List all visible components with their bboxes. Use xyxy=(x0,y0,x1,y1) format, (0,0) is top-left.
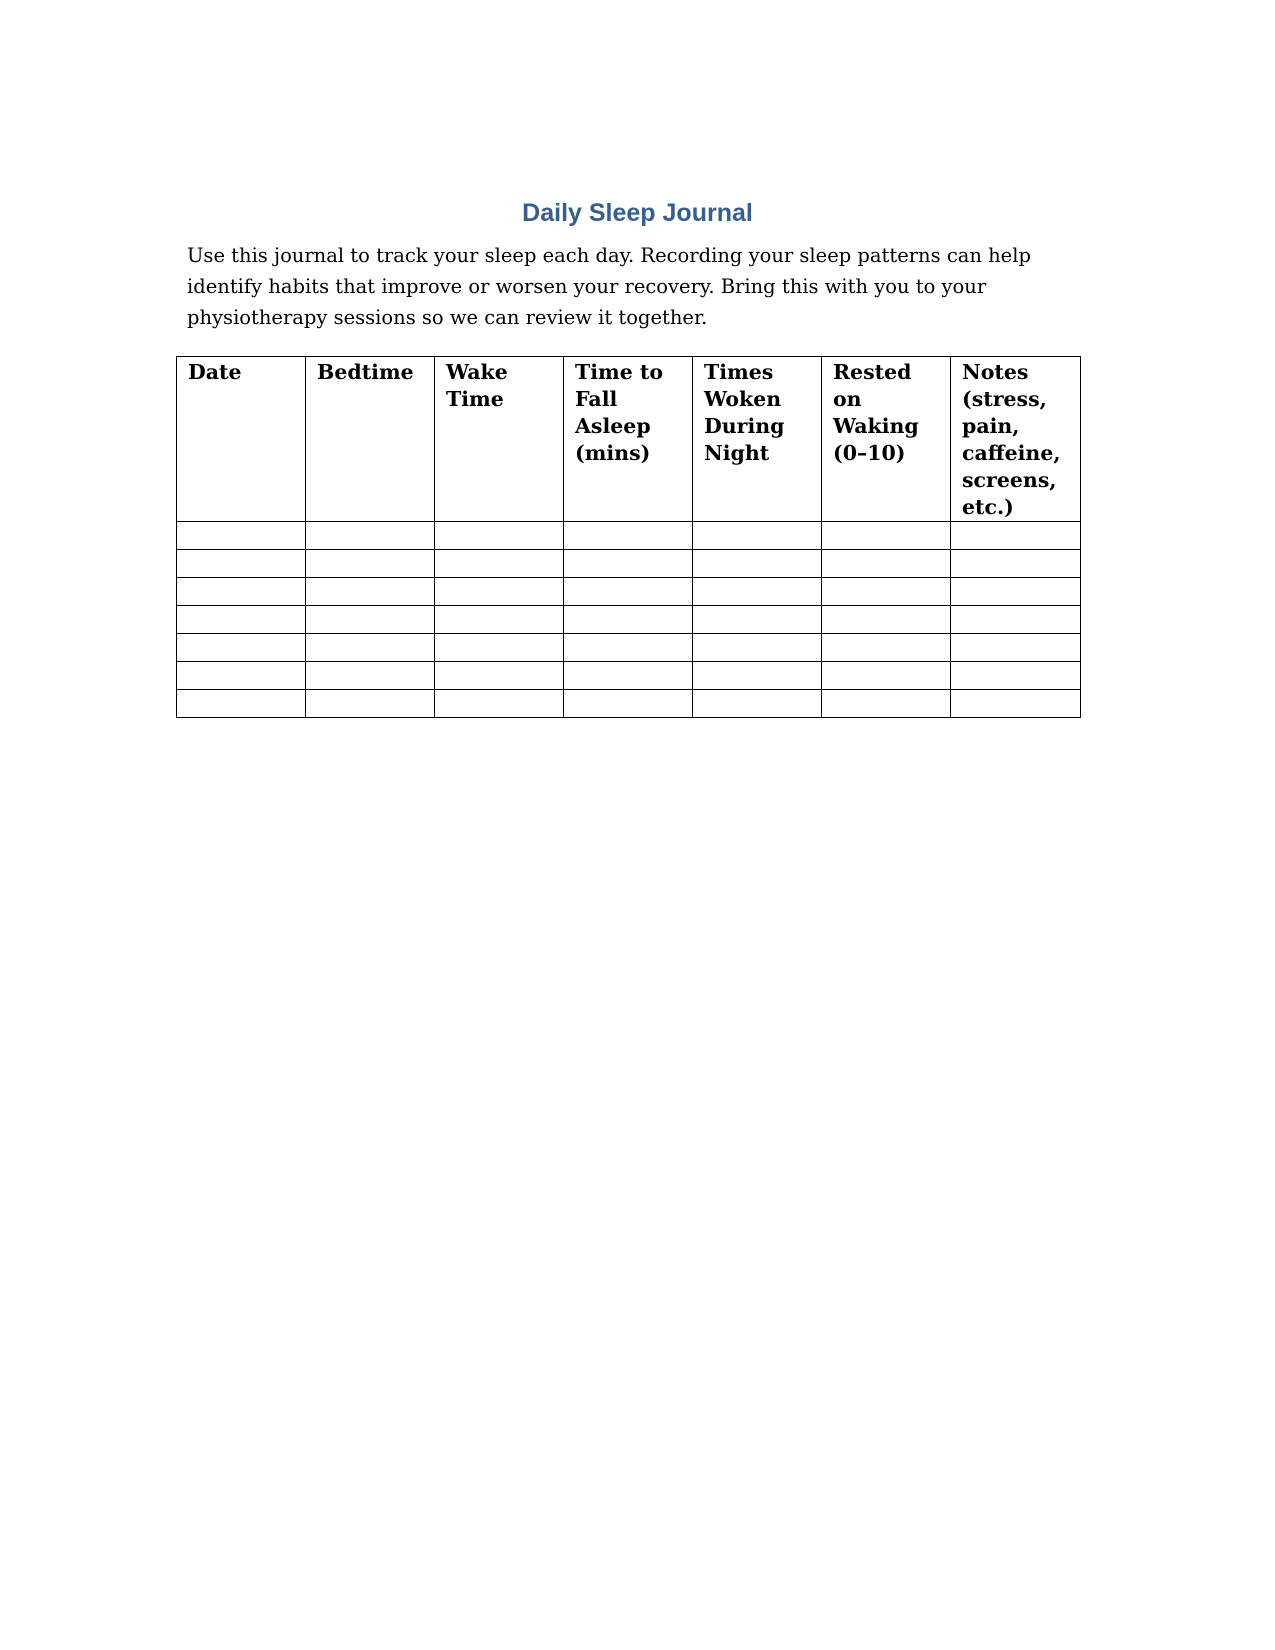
table-cell[interactable] xyxy=(951,578,1081,606)
table-cell[interactable] xyxy=(306,522,435,550)
table-cell[interactable] xyxy=(693,522,822,550)
page-title: Daily Sleep Journal xyxy=(522,199,753,227)
table-cell[interactable] xyxy=(951,522,1081,550)
table-cell[interactable] xyxy=(693,606,822,634)
table-cell[interactable] xyxy=(435,522,564,550)
table-cell[interactable] xyxy=(306,606,435,634)
header-rested-on-waking: Rested on Waking (0–10) xyxy=(822,357,951,522)
header-times-woken: Times Woken During Night xyxy=(693,357,822,522)
header-notes: Notes (stress, pain, caffeine, screens, etc.) xyxy=(951,357,1081,522)
table-cell[interactable] xyxy=(306,690,435,718)
header-bedtime: Bedtime xyxy=(306,357,435,522)
table-row xyxy=(177,606,1081,634)
table-cell[interactable] xyxy=(564,634,693,662)
table-cell[interactable] xyxy=(564,578,693,606)
table-cell[interactable] xyxy=(306,662,435,690)
table-cell[interactable] xyxy=(693,634,822,662)
table-row xyxy=(177,662,1081,690)
table-cell[interactable] xyxy=(693,662,822,690)
table-cell[interactable] xyxy=(435,550,564,578)
table-cell[interactable] xyxy=(435,634,564,662)
table-cell[interactable] xyxy=(822,550,951,578)
table-cell[interactable] xyxy=(306,550,435,578)
header-time-to-fall-asleep: Time to Fall Asleep (mins) xyxy=(564,357,693,522)
table-cell[interactable] xyxy=(177,550,306,578)
table-body xyxy=(177,522,1081,718)
table-row xyxy=(177,634,1081,662)
table-cell[interactable] xyxy=(306,578,435,606)
table-cell[interactable] xyxy=(822,634,951,662)
table-row xyxy=(177,578,1081,606)
table-cell[interactable] xyxy=(564,690,693,718)
table-cell[interactable] xyxy=(693,690,822,718)
table-row xyxy=(177,690,1081,718)
table-cell[interactable] xyxy=(435,662,564,690)
header-wake-time: Wake Time xyxy=(435,357,564,522)
table-cell[interactable] xyxy=(693,550,822,578)
table-cell[interactable] xyxy=(951,606,1081,634)
sleep-journal-table xyxy=(176,356,1081,718)
table-cell[interactable] xyxy=(306,634,435,662)
intro-paragraph: Use this journal to track your sleep each day. Recording your sleep patterns can help identify habits that improve or worsen your recovery. Bring this with you to your physiotherapy sessions so we can review it together. xyxy=(187,244,1031,329)
table-cell[interactable] xyxy=(177,662,306,690)
table-cell[interactable] xyxy=(822,522,951,550)
table-cell[interactable] xyxy=(435,606,564,634)
table-cell[interactable] xyxy=(435,578,564,606)
table-cell[interactable] xyxy=(177,634,306,662)
table-row xyxy=(177,550,1081,578)
table-cell[interactable] xyxy=(177,606,306,634)
table-cell[interactable] xyxy=(435,690,564,718)
table-cell[interactable] xyxy=(822,606,951,634)
table-cell[interactable] xyxy=(177,690,306,718)
table-cell[interactable] xyxy=(177,522,306,550)
table-cell[interactable] xyxy=(564,550,693,578)
table-cell[interactable] xyxy=(822,662,951,690)
table-row xyxy=(177,522,1081,550)
table-cell[interactable] xyxy=(564,606,693,634)
table-cell[interactable] xyxy=(822,578,951,606)
table-cell[interactable] xyxy=(177,578,306,606)
table-cell[interactable] xyxy=(564,522,693,550)
header-date: Date xyxy=(177,357,306,522)
table-header-row xyxy=(177,357,1081,522)
table-cell[interactable] xyxy=(822,690,951,718)
table-cell[interactable] xyxy=(951,690,1081,718)
table-cell[interactable] xyxy=(951,662,1081,690)
table-cell[interactable] xyxy=(564,662,693,690)
table-cell[interactable] xyxy=(951,634,1081,662)
table-cell[interactable] xyxy=(951,550,1081,578)
table-cell[interactable] xyxy=(693,578,822,606)
